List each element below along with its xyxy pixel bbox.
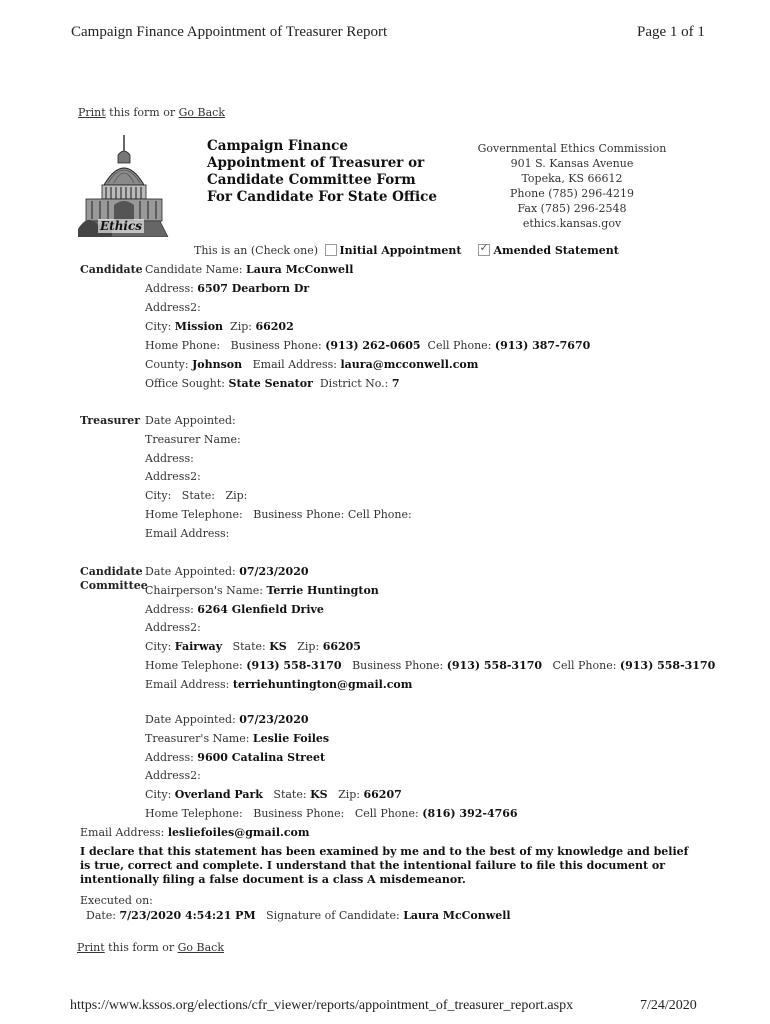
go-back-link-bottom[interactable]: Go Back [177,941,224,954]
candidate-county-row [145,358,478,371]
field-label: District No.: [319,377,389,390]
field-label: Treasurer's Name: [145,732,250,745]
field-label: Cell Phone: [354,807,419,820]
commission-phone: Phone (785) 296-4219 [510,187,634,200]
field-label: Home Telephone: [145,659,243,672]
field-label: City: [145,640,172,653]
field-label: City: [145,489,172,502]
print-header-page: Page 1 of 1 [637,24,705,40]
committee-city: Fairway [174,640,223,653]
nav-separator-text: this form or [105,106,179,119]
print-footer-url: https://www.kssos.org/elections/cfr_viewer/reports/appointment_of_treasurer_report.aspx [70,998,574,1013]
committee-treasurer-phone-row [145,807,518,820]
commission-fax: Fax (785) 296-2548 [517,202,627,215]
logo-text: Ethics [100,219,143,233]
field-label: City: [145,320,172,333]
initial-appointment-label: Initial Appointment [339,244,462,257]
field-label: Business Phone: [253,508,345,521]
field-label: Address: [145,603,194,616]
field-label: Email Address: [80,826,165,839]
candidate-cell-phone: (913) 387-7670 [494,339,591,352]
field-label: Address: [145,282,194,295]
statement-type-row [194,244,619,257]
field-label: Address: [145,751,194,764]
committee-treasurer-email-row [80,826,310,839]
committee-address-row [145,603,324,616]
nav-separator-text: this form or [104,941,178,954]
candidate-name-row [145,263,353,276]
executed-date: 7/23/2020 4:54:21 PM [119,909,256,922]
executed-row [86,909,511,922]
field-label: Home Telephone: [145,508,243,521]
candidate-signature: Laura McConwell [403,909,511,922]
commission-address [472,141,672,231]
field-label: State: [181,489,215,502]
committee-treasurer-email: lesliefoiles@gmail.com [167,826,310,839]
committee-zip: 66205 [322,640,361,653]
print-footer-date: 7/24/2020 [640,998,697,1013]
committee-treasurer-address: 9600 Catalina Street [197,751,326,764]
field-label: Address2: [145,301,201,314]
candidate-address2-row [145,301,201,314]
ethics-logo [78,133,170,237]
committee-section-line-1: Candidate [80,565,143,578]
print-link[interactable]: Print [78,106,106,119]
field-label: Home Phone: [145,339,221,352]
field-label: Cell Phone: [427,339,492,352]
field-label: Zip: [230,320,252,333]
committee-date: 07/23/2020 [239,565,309,578]
candidate-city: Mission [174,320,224,333]
field-label: Chairperson's Name: [145,584,263,597]
candidate-office-row [145,377,400,390]
field-label: Date: [86,909,117,922]
candidate-email: laura@mcconwell.com [340,358,479,371]
committee-address2-row: Address2: [145,621,201,634]
form-title-line-4: For Candidate For State Office [207,189,437,205]
candidate-district: 7 [391,377,400,390]
committee-city-row [145,640,361,653]
field-label: Home Telephone: [145,807,243,820]
field-label: Date Appointed: [145,713,236,726]
field-label: Business Phone: [253,807,345,820]
field-label: Candidate Name: [145,263,243,276]
committee-date-row [145,565,309,578]
field-label: State: [232,640,266,653]
amended-statement-label: Amended Statement [493,244,619,257]
committee-state: KS [269,640,287,653]
amended-statement-checkbox[interactable] [478,244,490,256]
committee-cell-phone: (913) 558-3170 [619,659,716,672]
committee-phone-row [145,659,715,672]
treasurer-address-row: Address: [145,452,194,465]
commission-name: Governmental Ethics Commission [477,142,667,155]
committee-home-phone: (913) 558-3170 [246,659,342,672]
field-label: Business Phone: [230,339,322,352]
field-label: Email Address: [145,678,230,691]
print-header-title: Campaign Finance Appointment of Treasurer Report [71,24,388,40]
committee-treasurer-name: Leslie Foiles [252,732,330,745]
field-label: Zip: [338,788,360,801]
field-label: Email Address: [252,358,337,371]
committee-email-row [145,678,412,691]
candidate-business-phone: (913) 262-0605 [325,339,421,352]
committee-chair: Terrie Huntington [266,584,379,597]
treasurer-section-label: Treasurer [80,414,141,427]
committee-section-line-2: Committee [80,579,148,592]
candidate-county: Johnson [192,358,243,371]
treasurer-name-row: Treasurer Name: [145,433,241,446]
committee-treasurer-date-row [145,713,309,726]
field-label: Cell Phone: [552,659,617,672]
field-label: Date Appointed: [145,565,236,578]
committee-treasurer-cell: (816) 392-4766 [422,807,518,820]
field-label: Business Phone: [352,659,444,672]
form-title-line-1: Campaign Finance [207,138,348,154]
committee-treasurer-state: KS [310,788,328,801]
committee-treasurer-zip: 66207 [363,788,402,801]
candidate-section-label: Candidate [80,263,143,276]
committee-address: 6264 Glenfield Drive [197,603,324,616]
initial-appointment-checkbox[interactable] [325,244,337,256]
go-back-link[interactable]: Go Back [178,106,225,119]
committee-treasurer-address2-row: Address2: [145,769,201,782]
candidate-city-row [145,320,294,333]
committee-treasurer-city: Overland Park [174,788,263,801]
committee-treasurer-date: 07/23/2020 [239,713,309,726]
committee-treasurer-address-row [145,751,325,764]
field-label: State: [273,788,307,801]
commission-website: ethics.kansas.gov [522,217,622,230]
committee-section-label [80,565,148,593]
form-title-line-3: Candidate Committee Form [207,172,416,188]
candidate-address-row [145,282,309,295]
executed-on-label: Executed on: [80,894,153,907]
form-title [207,138,437,206]
form-title-line-2: Appointment of Treasurer or [207,155,425,171]
top-nav [78,106,225,119]
bottom-nav [77,941,224,954]
field-label: Signature of Candidate: [266,909,400,922]
field-label: Cell Phone: [347,508,412,521]
committee-treasurer-city-row [145,788,402,801]
committee-chair-row [145,584,379,597]
declaration-text: I declare that this statement has been examined by me and to the best of my knowledge and belief is true, correct and complete. I understand that the intentional failure to file this document or intentionally filing a false document is a class A misdemeanor. [80,845,689,886]
field-label: Zip: [225,489,248,502]
field-label: Office Sought: [145,377,226,390]
field-label: County: [145,358,189,371]
treasurer-date-row: Date Appointed: [145,414,236,427]
field-label: City: [145,788,172,801]
candidate-address: 6507 Dearborn Dr [197,282,310,295]
candidate-phone-row [145,339,590,352]
committee-email: terriehuntington@gmail.com [232,678,413,691]
commission-street: 901 S. Kansas Avenue [510,157,634,170]
field-label: Zip: [297,640,320,653]
check-one-intro: This is an (Check one) [194,244,319,257]
candidate-name: Laura McConwell [245,263,354,276]
candidate-zip: 66202 [255,320,294,333]
treasurer-city-row [145,489,247,502]
print-link-bottom[interactable]: Print [77,941,105,954]
commission-city: Topeka, KS 66612 [521,172,623,185]
committee-treasurer-name-row [145,732,329,745]
treasurer-email-row: Email Address: [145,527,230,540]
committee-business-phone: (913) 558-3170 [446,659,543,672]
treasurer-address2-row: Address2: [145,470,201,483]
candidate-office: State Senator [228,377,313,390]
treasurer-phone-row [145,508,412,521]
